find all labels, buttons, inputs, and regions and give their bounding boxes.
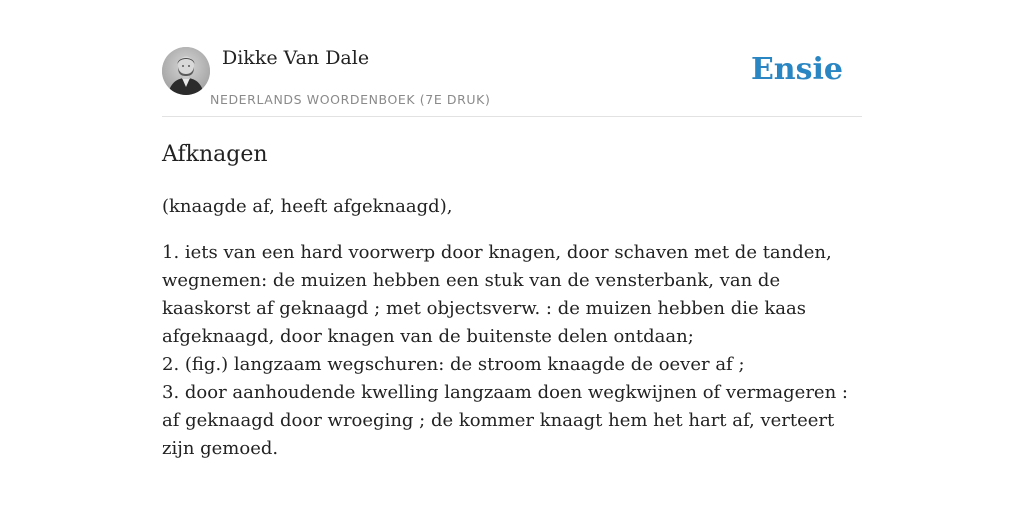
definition-item: 1. iets van een hard voorwerp door knagen, door schaven met de tanden, wegnemen: de muizen hebben een stuk van de vensterbank, van de kaaskorst af geknaagd ; met objectsverw. : de muizen hebben die kaas afgeknaagd, door knagen van de buitenste delen ontdaan;: [162, 242, 832, 347]
entry-grammar: (knaagde af, heeft afgeknaagd),: [162, 196, 453, 217]
definition-item: 3. door aanhoudende kwelling langzaam doen wegkwijnen of vermageren : af geknaagd door wroeging ; de kommer knaagt hem het hart af, verteert zijn gemoed.: [162, 382, 848, 459]
definition-item: 2. (fig.) langzaam wegschuren: de stroom knaagde de oever af ;: [162, 354, 745, 375]
portrait-photo-icon: [162, 47, 210, 95]
brand-logo[interactable]: Ensie: [750, 52, 843, 87]
author-name[interactable]: Dikke Van Dale: [222, 47, 370, 69]
entry-card: [162, 0, 862, 512]
author-avatar[interactable]: [162, 47, 210, 95]
entry-definitions: [162, 239, 862, 463]
entry-term: Afknagen: [162, 142, 268, 167]
source-label[interactable]: NEDERLANDS WOORDENBOEK (7E DRUK): [210, 92, 491, 107]
entry-header: [162, 0, 862, 117]
